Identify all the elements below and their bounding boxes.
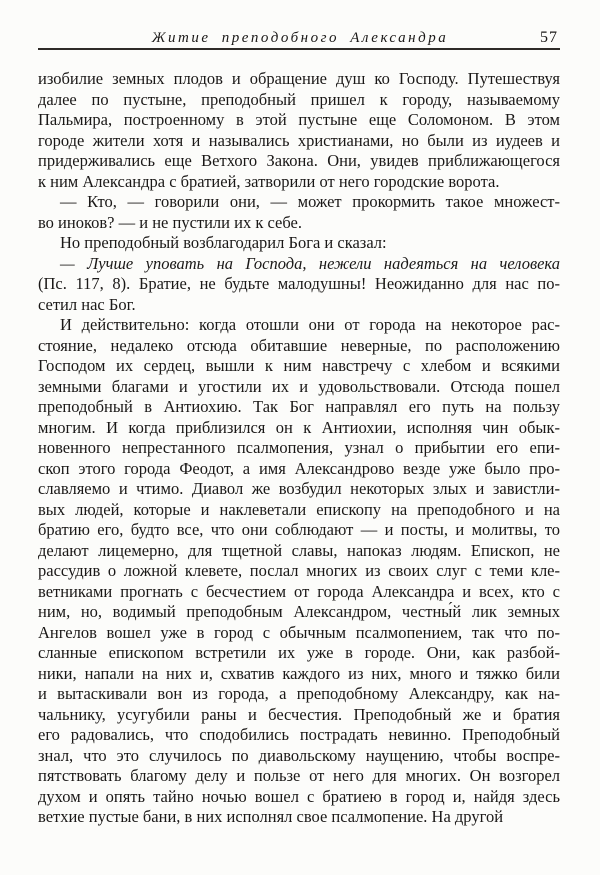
text-line: преподобный в Антиохию. Так Бог направлял его путь на пользу — [38, 397, 560, 416]
text-line: Ангелов вошел уже в город с обычным псалмопением, так что по- — [38, 622, 560, 642]
text-line: Но преподобный возблагодарил Бога и сказал: — [60, 233, 387, 252]
text-line: — Лучше уповать на Господа, нежели надеяться на человека — [60, 253, 560, 273]
page-number: 57 — [540, 29, 558, 46]
text-line: ветхие пустые бани, в них исполнял свое псалмопение. На другой — [38, 807, 504, 826]
text-line: знал, что это случилось по диавольскому наущению, чтобы воспре- — [38, 745, 560, 765]
text-line: земными благами и угостили их и удовольствовали. Отсюда пошел — [38, 376, 560, 396]
text-line: рассудив о ложной клевете, послал многих из своих слуг с теми кле- — [38, 561, 560, 580]
text-line: далее по пустыне, преподобный пришел к городу, называемому — [38, 89, 560, 109]
text-line: делают лицемерно, для тщетной славы, напоказ людям. Епископ, не — [38, 540, 560, 560]
text-line: сланные епископом встретили их уже в городе. Они, как разбой- — [38, 643, 560, 662]
text-line: новенного непрестанного псалмопения, узнал о прибытии его епи- — [38, 438, 560, 457]
text-line: чальнику, усугубили раны и бесчестия. Преподобный же и братия — [38, 704, 560, 724]
text-line: Господом их сердец, вышли к ним навстречу с хлебом и всякими — [38, 356, 560, 375]
text-line: вых людей, которые и наклеветали епископу на преподобного и на — [38, 499, 560, 519]
text-line: к ним Александра с братией, затворили от него городские ворота. — [38, 171, 500, 191]
text-line: славляемо и чтимо. Диавол же возбудил некоторых злых и завистли- — [38, 479, 560, 498]
text-line: (Пс. 117, 8). Братие, не будьте малодушны! Неожиданно для нас по- — [38, 274, 560, 293]
text-line: придерживались еще Ветхого Закона. Они, увидев приближающегося — [38, 151, 560, 170]
text-line: Пальмира, построенному в этой пустыне еще Соломоном. В этом — [38, 110, 560, 129]
text-line: И действительно: когда отошли они от города на некоторое рас- — [60, 315, 560, 334]
text-line: духом и опять тайно ночью вошел с братиею в город и, найдя здесь — [38, 786, 560, 806]
text-line: его радовались, что сподобились пострадать невинно. Преподобный — [38, 725, 560, 744]
text-line: братию его, будто все, что они соблюдают — и посты, и молитвы, то — [38, 520, 560, 539]
text-line: изобилие земных плодов и обращение душ ко Господу. Путешествуя — [38, 69, 560, 88]
header-rule — [38, 48, 560, 50]
body-text — [38, 69, 560, 828]
running-head-title: Житие преподобного Александра — [151, 30, 449, 46]
text-line: сетил нас Бог. — [38, 294, 136, 314]
text-line: городе жители хотя и назывались христианами, но были из иудеев и — [38, 130, 560, 150]
text-line: ники, напали на них и, схватив каждого из них, много и тяжко били — [38, 663, 560, 683]
text-line: многим. И когда приблизился он к Антиохии, исполняя чин обык- — [38, 417, 560, 437]
text-line: пятствовать благому делу и пользе от него для многих. Он возгорел — [38, 766, 560, 785]
text-line: и вытаскивали вон из города, а преподобному Александру, как на- — [38, 684, 560, 703]
text-line: во иноков? — и не пустили их к себе. — [38, 212, 302, 232]
text-line: ветниками прогнать с бесчестием от города Александра и всех, кто с — [38, 581, 560, 601]
text-line: — Кто, — говорили они, — может прокормить такое множест- — [60, 192, 560, 211]
text-line: стояние, недалеко отсюда обитавшие неверные, по расположению — [38, 335, 560, 355]
text-line: скоп этого города Феодот, а имя Александрово везде уже было про- — [38, 458, 560, 478]
text-line: ним, но, водимый преподобным Александром, честны́й лик земных — [38, 602, 560, 621]
